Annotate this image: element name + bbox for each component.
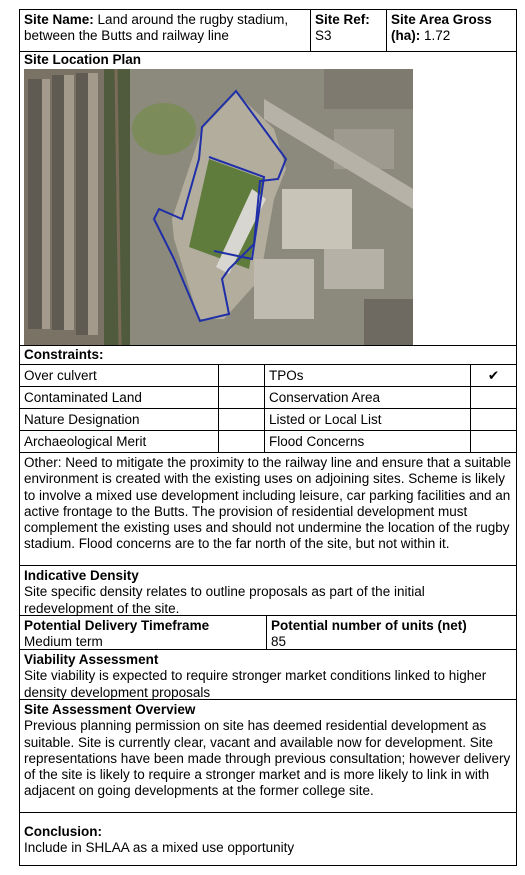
constraint-check [470, 409, 516, 430]
delivery-row [20, 616, 516, 650]
site-ref-label: Site Ref: [315, 12, 370, 27]
constraint-label: Listed or Local List [264, 409, 470, 430]
site-name-label: Site Name: [24, 12, 94, 27]
constraint-label: Over culvert [24, 368, 97, 383]
constraint-label: Conservation Area [264, 387, 470, 408]
site-area-value: 1.72 [424, 28, 451, 43]
units-value: 85 [271, 634, 287, 649]
constraints-other-row [20, 453, 516, 566]
location-plan-row [20, 52, 516, 346]
density-row [20, 566, 516, 616]
site-area-label: Site Area Gross (ha): [391, 12, 492, 43]
viability-text: Site viability is expected to require stronger market conditions linked to higher density development proposals [24, 668, 487, 700]
timeframe-label: Potential Delivery Timeframe [24, 618, 210, 633]
constraint-check [218, 409, 264, 430]
conclusion-row [20, 813, 516, 865]
overview-row [20, 700, 516, 813]
constraint-check [470, 387, 516, 408]
viability-title: Viability Assessment [24, 652, 159, 667]
site-ref-value: S3 [315, 28, 332, 43]
constraint-row [20, 431, 516, 453]
timeframe-cell [20, 616, 266, 649]
constraint-label: Nature Designation [24, 412, 140, 427]
constraint-check [218, 387, 264, 408]
units-label: Potential number of units (net) [271, 618, 467, 633]
header-row [20, 10, 516, 52]
constraint-label: TPOs [264, 365, 470, 386]
overview-text: Previous planning permission on site has deemed residential development as suitable. Site is currently clear, vacant and available now for development. Site representations have been made through previous consultation; however delivery of the site is likely to require a stronger market and is more likely to link in with adjacent on going developments at the former college site. [24, 718, 511, 799]
aerial-site-map [24, 69, 413, 345]
constraint-label: Flood Concerns [264, 431, 470, 452]
constraints-title: Constraints: [24, 347, 104, 362]
constraints-other-text: Other: Need to mitigate the proximity to the railway line and ensure that a suitable environment is created with the existing uses on adjoining sites. Scheme is likely to involve a mixed use development including leisure, car parking facilities and an active frontage to the Butts. The provision of residential development must complement the existing uses and should not undermine the location of the rugby stadium. Flood concerns are to the far north of the site, but not within it. [24, 455, 512, 552]
constraint-row [20, 387, 516, 409]
conclusion-text: Include in SHLAA as a mixed use opportunity [24, 840, 295, 856]
conclusion-title: Conclusion: [24, 824, 102, 839]
constraint-label: Contaminated Land [24, 390, 142, 405]
viability-row [20, 650, 516, 700]
constraint-label: Archaeological Merit [24, 434, 147, 449]
units-cell [266, 616, 516, 649]
constraint-row [20, 409, 516, 431]
timeframe-value: Medium term [24, 634, 103, 649]
overview-title: Site Assessment Overview [24, 702, 196, 717]
density-title: Indicative Density [24, 568, 139, 583]
site-assessment-sheet [19, 9, 517, 866]
constraint-check [218, 431, 264, 452]
location-plan-title: Site Location Plan [24, 52, 142, 67]
constraints-title-row [20, 346, 516, 365]
site-area-cell [386, 10, 516, 51]
constraint-check [218, 365, 264, 386]
site-name-cell [20, 10, 310, 51]
constraint-row [20, 365, 516, 387]
constraint-check [470, 431, 516, 452]
site-name-value: Land around the rugby stadium, between the Butts and railway line [24, 12, 289, 43]
constraint-check: ✔ [470, 365, 516, 386]
density-text: Site specific density relates to outline proposals as part of the initial redevelopment of the site. [24, 584, 425, 616]
site-ref-cell [310, 10, 386, 51]
